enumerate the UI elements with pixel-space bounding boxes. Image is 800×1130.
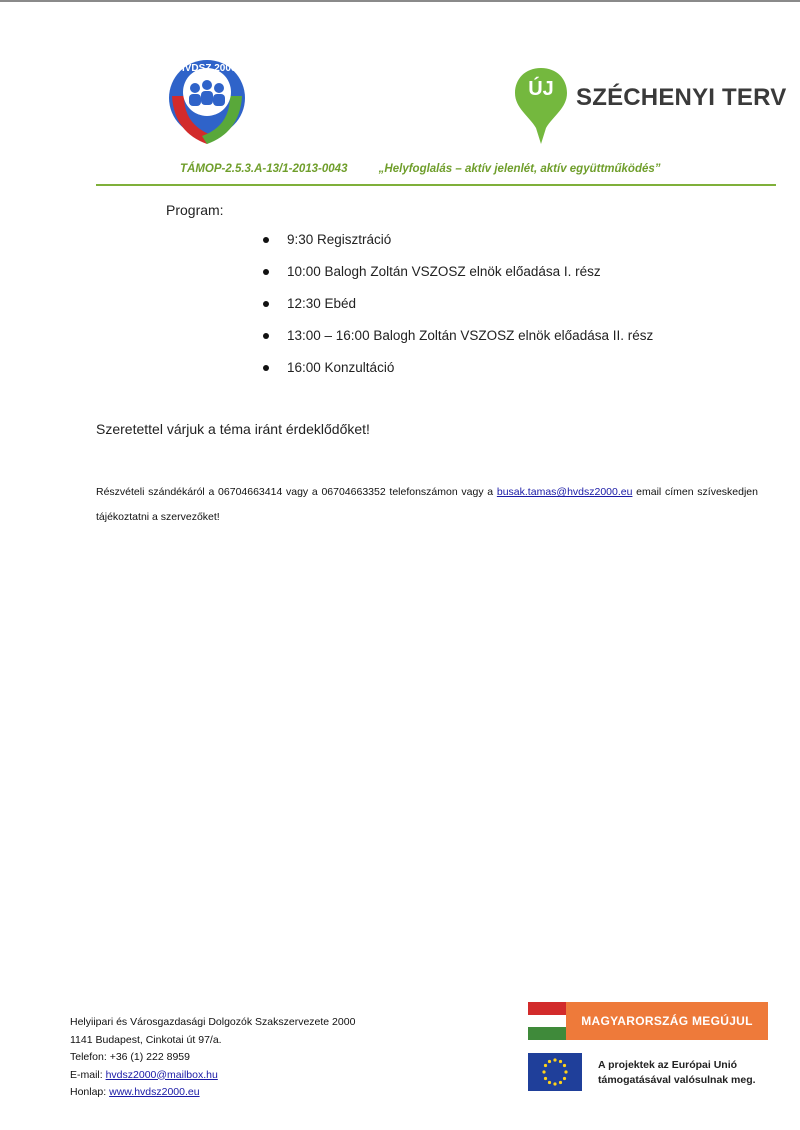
list-item: 13:00 – 16:00 Balogh Zoltán VSZOSZ elnök előadása II. rész (263, 320, 653, 352)
org-email-link[interactable]: hvdsz2000@mailbox.hu (105, 1068, 218, 1081)
bullet-icon (263, 365, 269, 371)
top-border (0, 0, 800, 2)
org-address: 1141 Budapest, Cinkotai út 97/a. (70, 1033, 222, 1046)
bullet-icon (263, 333, 269, 339)
eu-flag-icon (528, 1053, 582, 1091)
project-title: „Helyfoglalás – aktív jelenlét, aktív együttműködés” (378, 163, 661, 175)
szechenyi-terv-logo (512, 66, 787, 146)
org-email: E-mail: hvdsz2000@mailbox.hu (70, 1068, 218, 1081)
contact-paragraph: Részvételi szándékáról a 06704663414 vagy a 06704663352 telefonszámon vagy a busak.tamas@hvdsz2000.eu email címen szíveskedjen tájékoztatni a szervezőket! (96, 486, 758, 523)
footer-contact (70, 1014, 355, 1102)
list-item: 16:00 Konzultáció (263, 352, 653, 384)
org-website-link[interactable]: www.hvdsz2000.eu (109, 1086, 200, 1098)
uj-badge: ÚJ (528, 78, 554, 100)
list-item: 10:00 Balogh Zoltán VSZOSZ elnök előadása I. rész (263, 256, 653, 288)
hvdsz-logo-icon (162, 52, 252, 148)
hvdsz-logo (162, 52, 252, 148)
program-list (263, 224, 653, 384)
organizer-email-link[interactable]: busak.tamas@hvdsz2000.eu (496, 486, 633, 498)
svg-text:HVDSZ 2000: HVDSZ 2000 (177, 63, 237, 74)
list-item: 12:30 Ebéd (263, 288, 653, 320)
header-divider (96, 184, 776, 186)
project-code: TÁMOP-2.5.3.A-13/1-2013-0043 (180, 163, 348, 175)
org-website: Honlap: www.hvdsz2000.eu (70, 1086, 200, 1098)
list-item: 9:30 Regisztráció (263, 224, 653, 256)
bullet-icon (263, 301, 269, 307)
project-line (180, 163, 661, 175)
hungarian-flag-icon (528, 1002, 566, 1040)
eu-support-text: A projektek az Európai Unió támogatásával valósulnak meg. (598, 1059, 756, 1086)
program-label: Program: (166, 202, 224, 218)
bullet-icon (263, 269, 269, 275)
welcome-text: Szeretettel várjuk a téma iránt érdeklődőket! (96, 421, 370, 437)
bullet-icon (263, 237, 269, 243)
org-name: Helyiipari és Városgazdasági Dolgozók Szakszervezete 2000 (70, 1016, 356, 1028)
szechenyi-terv-text: SZÉCHENYI TERV (576, 84, 787, 111)
magyarorszag-megujul-banner: MAGYARORSZÁG MEGÚJUL (566, 1002, 768, 1040)
org-phone: Telefon: +36 (1) 222 8959 (70, 1051, 190, 1063)
